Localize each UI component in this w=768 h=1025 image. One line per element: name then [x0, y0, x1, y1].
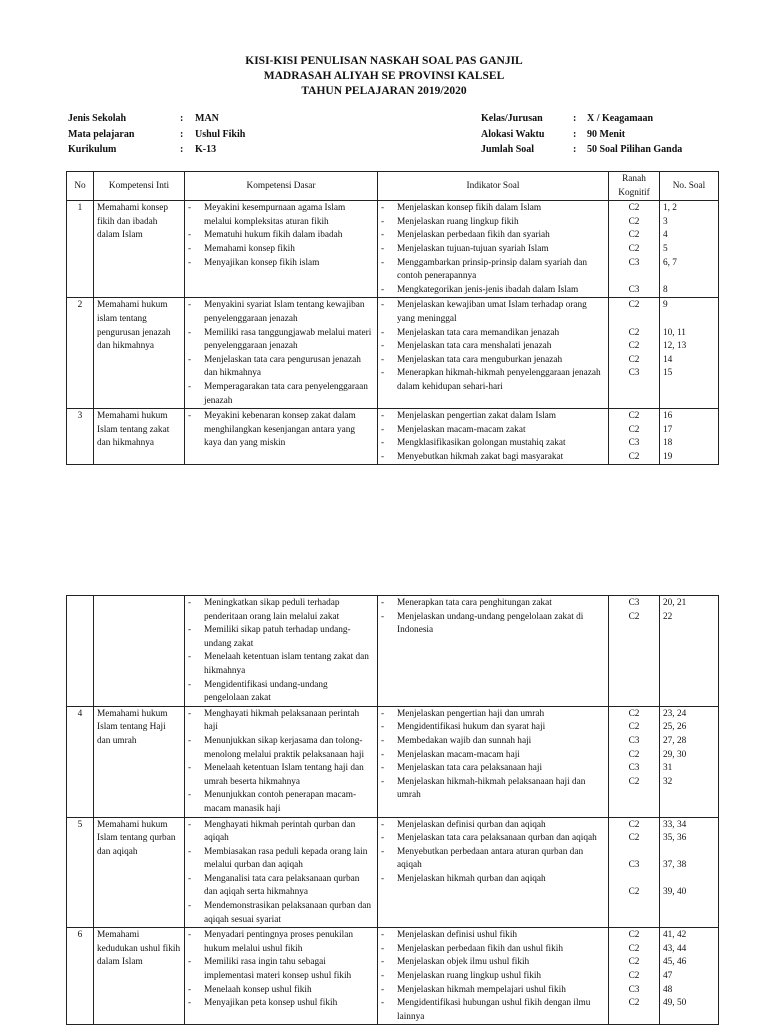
no-soal-value: 23, 24: [663, 708, 687, 719]
indikator-item: - Menjelaskan objek ilmu ushul fikih: [381, 956, 605, 970]
ranah-value: C3: [628, 598, 640, 608]
no-soal-value: 18: [663, 438, 673, 449]
indikator-item: - Menjelaskan hikmah qurban dan aqiqah: [381, 873, 605, 887]
document-title: [0, 54, 768, 99]
info-row-school-type: Jenis Sekolah : MAN: [68, 113, 219, 124]
ranah-value: C2: [628, 203, 640, 214]
header-no: No: [67, 172, 94, 201]
ranah-value: [612, 313, 656, 327]
kd-item: - Mematuhi hukum fikih dalam ibadah: [188, 229, 374, 243]
cell-no: 3: [67, 409, 94, 465]
grid-table-page-1: [66, 171, 719, 465]
ranah-value: C2: [628, 354, 640, 365]
kd-item: - Memahami konsep fikih: [188, 243, 374, 257]
table-row: [67, 817, 719, 928]
table-row: [67, 706, 719, 817]
ranah-value: C2: [628, 451, 640, 462]
no-soal-value: 17: [663, 424, 673, 435]
header-no-soal: No. Soal: [660, 172, 719, 201]
cell-no-soal: [660, 817, 719, 928]
kd-item: - Menunjukkan sikap kerjasama dan tolong-menolong melalui praktik pelaksanaan haji: [188, 735, 374, 762]
indikator-item: - Menjelaskan hikmah-hikmah pelaksanaan haji dan umrah: [381, 776, 605, 803]
indikator-item: - Mengidentifikasi hubungan ushul fikih dengan ilmu lainnya: [381, 997, 605, 1024]
table-row: [67, 596, 719, 707]
kd-item-list: [188, 299, 374, 408]
kd-item: - Menjelaskan tata cara pengurusan jenazah dan hikmahnya: [188, 354, 374, 381]
indikator-item: - Menjelaskan ruang lingkup ushul fikih: [381, 970, 605, 984]
no-soal-value: 12, 13: [663, 341, 687, 352]
ranah-value: C2: [628, 341, 640, 352]
cell-kompetensi-inti: Memahami hukum Islam tentang qurban dan aqiqah: [94, 817, 185, 928]
header-ranah-kognitif: Ranah Kognitif: [609, 172, 660, 201]
ranah-value: C2: [628, 776, 640, 787]
indikator-item: - Membedakan wajib dan sunnah haji: [381, 735, 605, 749]
ranah-value: C2: [628, 971, 640, 982]
cell-kompetensi-inti: Memahami hukum Islam tentang zakat dan hikmahnya: [94, 409, 185, 465]
cell-kompetensi-dasar: [185, 596, 378, 707]
cell-ranah-kognitif: [609, 298, 660, 409]
no-soal-value: 1, 2: [663, 203, 677, 214]
cell-ranah-kognitif: [609, 201, 660, 298]
cell-no-soal: [660, 298, 719, 409]
page-2: [0, 540, 768, 1024]
ranah-value: C2: [628, 424, 640, 435]
ranah-value: [612, 873, 656, 887]
cell-indikator: [378, 928, 609, 1025]
table-body-page-2: [67, 596, 719, 1025]
no-soal-value: 8: [663, 284, 668, 295]
kd-item: - Menyadari pentingnya proses penukilan hukum melalui ushul fikih: [188, 929, 374, 956]
indikator-item: - Menjelaskan tata cara pelaksanaan qurban dan aqiqah: [381, 832, 605, 846]
no-soal-value: 20, 21: [663, 598, 687, 608]
kd-item: - Mengidentifikasi undang-undang pengelolaan zakat: [188, 679, 374, 706]
kd-item: - Memperagarakan tata cara penyelenggaraan jenazah: [188, 381, 374, 408]
no-soal-value: 3: [663, 216, 668, 227]
ranah-value: C2: [628, 943, 640, 954]
ranah-value: C2: [628, 930, 640, 941]
table-body-page-1: [67, 201, 719, 465]
ranah-value: C2: [628, 957, 640, 968]
cell-ranah-kognitif: [609, 596, 660, 707]
kd-item: - Menelaah ketentuan islam tentang zakat dan hikmahnya: [188, 651, 374, 678]
info-row-subject: Mata pelajaran : Ushul Fikih: [68, 128, 246, 140]
grid-table-page-2: [66, 595, 719, 1025]
table-header-row: [67, 172, 719, 201]
cell-indikator: [378, 409, 609, 465]
ranah-value: C3: [628, 984, 640, 995]
table-row: [67, 298, 719, 409]
no-soal-value: 49, 50: [663, 998, 687, 1009]
kd-item: - Menelaah ketentuan Islam tentang haji dan umrah beserta hikmahnya: [188, 762, 374, 789]
header-kompetensi-inti: Kompetensi Inti: [94, 172, 185, 201]
cell-no-soal: [660, 928, 719, 1025]
cell-kompetensi-dasar: [185, 409, 378, 465]
cell-indikator: [378, 596, 609, 707]
ranah-value: C2: [628, 611, 640, 622]
indikator-item: - Menjelaskan hikmah mempelajari ushul fikih: [381, 984, 605, 998]
indikator-item: - Menjelaskan macam-macam zakat: [381, 424, 605, 438]
cell-ranah-kognitif: [609, 817, 660, 928]
no-soal-value: [663, 873, 715, 887]
table-row: [67, 928, 719, 1025]
indikator-item: - Menjelaskan definisi qurban dan aqiqah: [381, 819, 605, 833]
kd-item: - Meyakini kesempurnaan agama Islam melalui kompleksitas aturan fikih: [188, 202, 374, 229]
kd-item: - Menghayati hikmah pelaksanaan perintah haji: [188, 708, 374, 735]
indikator-item: - Menjelaskan perbedaan fikih dan ushul fikih: [381, 943, 605, 957]
no-soal-value: 16: [663, 411, 673, 422]
cell-kompetensi-inti: Memahami konsep fikih dan ibadah dalam Islam: [94, 201, 185, 298]
ranah-value: [612, 846, 656, 860]
cell-no-soal: [660, 409, 719, 465]
indikator-item: - Menjelaskan pengertian zakat dalam Islam: [381, 410, 605, 424]
kd-item-list: [188, 708, 374, 817]
header-indikator: Indikator Soal: [378, 172, 609, 201]
kd-item: - Menyajikan peta konsep ushul fikih: [188, 997, 374, 1011]
cell-ranah-kognitif: [609, 928, 660, 1025]
indikator-item: - Menerapkan hikmah-hikmah penyelenggaraan jenazah dalam kehidupan sehari-hari: [381, 367, 605, 394]
cell-indikator: [378, 706, 609, 817]
kd-item-list: [188, 597, 374, 706]
indikator-item: - Menjelaskan konsep fikih dalam Islam: [381, 202, 605, 216]
kd-item: - Menelaah konsep ushul fikih: [188, 984, 374, 998]
indikator-item: - Menyebutkan perbedaan antara aturan qurban dan aqiqah: [381, 846, 605, 873]
table-row: [67, 409, 719, 465]
cell-kompetensi-inti: [94, 596, 185, 707]
title-line-2: MADRASAH ALIYAH SE PROVINSI KALSEL: [263, 70, 505, 82]
no-soal-value: 27, 28: [663, 735, 687, 746]
no-soal-value: 22: [663, 611, 673, 622]
cell-no: 4: [67, 706, 94, 817]
info-row-class: Kelas/Jurusan : X / Keagamaan: [481, 113, 654, 124]
indikator-item-list: [381, 299, 605, 394]
indikator-item-list: [381, 708, 605, 803]
cell-no: 5: [67, 817, 94, 928]
cell-kompetensi-dasar: [185, 928, 378, 1025]
indikator-item-list: [381, 597, 605, 638]
ranah-value: C3: [628, 284, 640, 295]
info-left: [68, 111, 245, 158]
indikator-item-list: [381, 819, 605, 887]
kd-item: - Memiliki sikap patuh terhadap undang-undang zakat: [188, 624, 374, 651]
ranah-value: [612, 270, 656, 284]
no-soal-value: 15: [663, 368, 673, 379]
page-1: [0, 0, 768, 510]
cell-kompetensi-inti: Memahami kedudukan ushul fikih dalam Islam: [94, 928, 185, 1025]
no-soal-value: 32: [663, 776, 673, 787]
no-soal-value: 25, 26: [663, 722, 687, 733]
indikator-item: - Menjelaskan perbedaan fikih dan syariah: [381, 229, 605, 243]
ranah-value: C2: [628, 708, 640, 719]
ranah-value: C2: [628, 327, 640, 338]
indikator-item-list: [381, 929, 605, 1024]
kd-item: - Menganalisi tata cara pelaksanaan qurban dan aqiqah serta hikmahnya: [188, 873, 374, 900]
no-soal-value: 10, 11: [663, 327, 686, 338]
no-soal-value: 35, 36: [663, 833, 687, 844]
kd-item: - Menyajikan konsep fikih islam: [188, 257, 374, 271]
kd-item: - Menyakini syariat Islam tentang kewajiban penyelenggaraan jenazah: [188, 299, 374, 326]
indikator-item: - Menjelaskan tujuan-tujuan syariah Islam: [381, 243, 605, 257]
kd-item: - Menghayati hikmah perintah qurban dan aqiqah: [188, 819, 374, 846]
cell-ranah-kognitif: [609, 409, 660, 465]
ranah-value: C2: [628, 833, 640, 844]
no-soal-value: 14: [663, 354, 673, 365]
kd-item-list: [188, 819, 374, 928]
indikator-item: - Menjelaskan tata cara memandikan jenazah: [381, 327, 605, 341]
ranah-value: C2: [628, 722, 640, 733]
ranah-value: C3: [628, 438, 640, 449]
info-row-time: Alokasi Waktu : 90 Menit: [481, 128, 626, 140]
ranah-value: C2: [628, 998, 640, 1009]
info-right: [481, 111, 682, 158]
indikator-item-list: [381, 410, 605, 464]
indikator-item: - Mengklasifikasikan golongan mustahiq zakat: [381, 437, 605, 451]
ranah-value: C3: [628, 763, 640, 774]
title-line-3: TAHUN PELAJARAN 2019/2020: [301, 85, 467, 97]
no-soal-value: [663, 270, 715, 284]
no-soal-value: [663, 846, 715, 860]
indikator-item: - Menggambarkan prinsip-prinsip dalam syariah dan contoh penerapannya: [381, 257, 605, 284]
kd-item: - Meyakini kebenaran konsep zakat dalam menghilangkan kesenjangan antara yang kaya dan yang miskin: [188, 410, 374, 451]
ranah-value: C2: [628, 411, 640, 422]
cell-no-soal: [660, 201, 719, 298]
no-soal-value: 5: [663, 243, 668, 254]
indikator-item: - Menjelaskan pengertian haji dan umrah: [381, 708, 605, 722]
indikator-item: - Menjelaskan macam-macam haji: [381, 749, 605, 763]
indikator-item: - Menjelaskan undang-undang pengelolaan zakat di Indonesia: [381, 611, 605, 638]
no-soal-value: 9: [663, 300, 668, 311]
indikator-item: - Menerapkan tata cara penghitungan zakat: [381, 597, 605, 611]
no-soal-value: 47: [663, 971, 673, 982]
no-soal-value: 41, 42: [663, 930, 687, 941]
indikator-item: - Menjelaskan definisi ushul fikih: [381, 929, 605, 943]
kd-item: - Meningkatkan sikap peduli terhadap penderitaan orang lain melalui zakat: [188, 597, 374, 624]
indikator-item: - Menjelaskan kewajiban umat Islam terhadap orang yang meninggal: [381, 299, 605, 326]
ranah-value: C3: [628, 368, 640, 379]
no-soal-value: 19: [663, 451, 673, 462]
indikator-item: - Menjelaskan tata cara pelaksanaan haji: [381, 762, 605, 776]
ranah-value: C2: [628, 749, 640, 760]
cell-no: 2: [67, 298, 94, 409]
no-soal-value: 45, 46: [663, 957, 687, 968]
cell-kompetensi-inti: Memahami hukum Islam tentang Haji dan umrah: [94, 706, 185, 817]
no-soal-value: [663, 313, 715, 327]
cell-no: 1: [67, 201, 94, 298]
indikator-item-list: [381, 202, 605, 297]
indikator-item: - Menjelaskan tata cara menguburkan jenazah: [381, 354, 605, 368]
header-kompetensi-dasar: Kompetensi Dasar: [185, 172, 378, 201]
no-soal-value: 39, 40: [663, 887, 687, 898]
indikator-item: - Mengkategorikan jenis-jenis ibadah dalam Islam: [381, 284, 605, 298]
ranah-value: C2: [628, 243, 640, 254]
table-row: [67, 201, 719, 298]
cell-no-soal: [660, 706, 719, 817]
cell-no: [67, 596, 94, 707]
cell-kompetensi-inti: Memahami hukum islam tentang pengurusan jenazah dan hikmahnya: [94, 298, 185, 409]
cell-indikator: [378, 298, 609, 409]
indikator-item: - Menjelaskan tata cara menshalati jenazah: [381, 340, 605, 354]
no-soal-value: 6, 7: [663, 257, 677, 268]
kd-item: - Memiliki rasa tanggungjawab melalui materi penyelenggaraan jenazah: [188, 327, 374, 354]
ranah-value: C2: [628, 819, 640, 830]
cell-kompetensi-dasar: [185, 298, 378, 409]
no-soal-value: 48: [663, 984, 673, 995]
cell-kompetensi-dasar: [185, 817, 378, 928]
no-soal-value: 4: [663, 230, 668, 241]
indikator-item: - Menjelaskan ruang lingkup fikih: [381, 216, 605, 230]
ranah-value: C3: [628, 735, 640, 746]
kd-item: - Menunjukkan contoh penerapan macam-macam manasik haji: [188, 789, 374, 816]
no-soal-value: 29, 30: [663, 749, 687, 760]
kd-item-list: [188, 929, 374, 1011]
cell-indikator: [378, 201, 609, 298]
kd-item-list: [188, 202, 374, 270]
no-soal-value: 33, 34: [663, 819, 687, 830]
ranah-value: C3: [628, 860, 640, 871]
cell-kompetensi-dasar: [185, 706, 378, 817]
cell-kompetensi-dasar: [185, 201, 378, 298]
cell-no: 6: [67, 928, 94, 1025]
no-soal-value: 31: [663, 763, 673, 774]
no-soal-value: 43, 44: [663, 943, 687, 954]
cell-no-soal: [660, 596, 719, 707]
kd-item: - Mendemonstrasikan pelaksanaan qurban dan aqiqah sesuai syariat: [188, 900, 374, 927]
ranah-value: C2: [628, 230, 640, 241]
ranah-value: C2: [628, 216, 640, 227]
ranah-value: C3: [628, 257, 640, 268]
kd-item-list: [188, 410, 374, 451]
kd-item: - Memiliki rasa ingin tahu sebagai implementasi materi konsep ushul fikih: [188, 956, 374, 983]
indikator-item: - Menyebutkan hikmah zakat bagi masyarakat: [381, 451, 605, 465]
no-soal-value: 37, 38: [663, 860, 687, 871]
info-row-question-count: Jumlah Soal : 50 Soal Pilihan Ganda: [481, 144, 683, 155]
ranah-value: C2: [628, 887, 640, 898]
title-line-1: KISI-KISI PENULISAN NASKAH SOAL PAS GANJIL: [245, 55, 523, 67]
indikator-item: - Mengidentifikasi hukum dan syarat haji: [381, 721, 605, 735]
ranah-value: C2: [628, 300, 640, 311]
kd-item: - Membiasakan rasa peduli kepada orang lain melalui qurban dan aqiqah: [188, 846, 374, 873]
cell-indikator: [378, 817, 609, 928]
info-row-curriculum: Kurikulum : K-13: [68, 144, 217, 155]
cell-ranah-kognitif: [609, 706, 660, 817]
